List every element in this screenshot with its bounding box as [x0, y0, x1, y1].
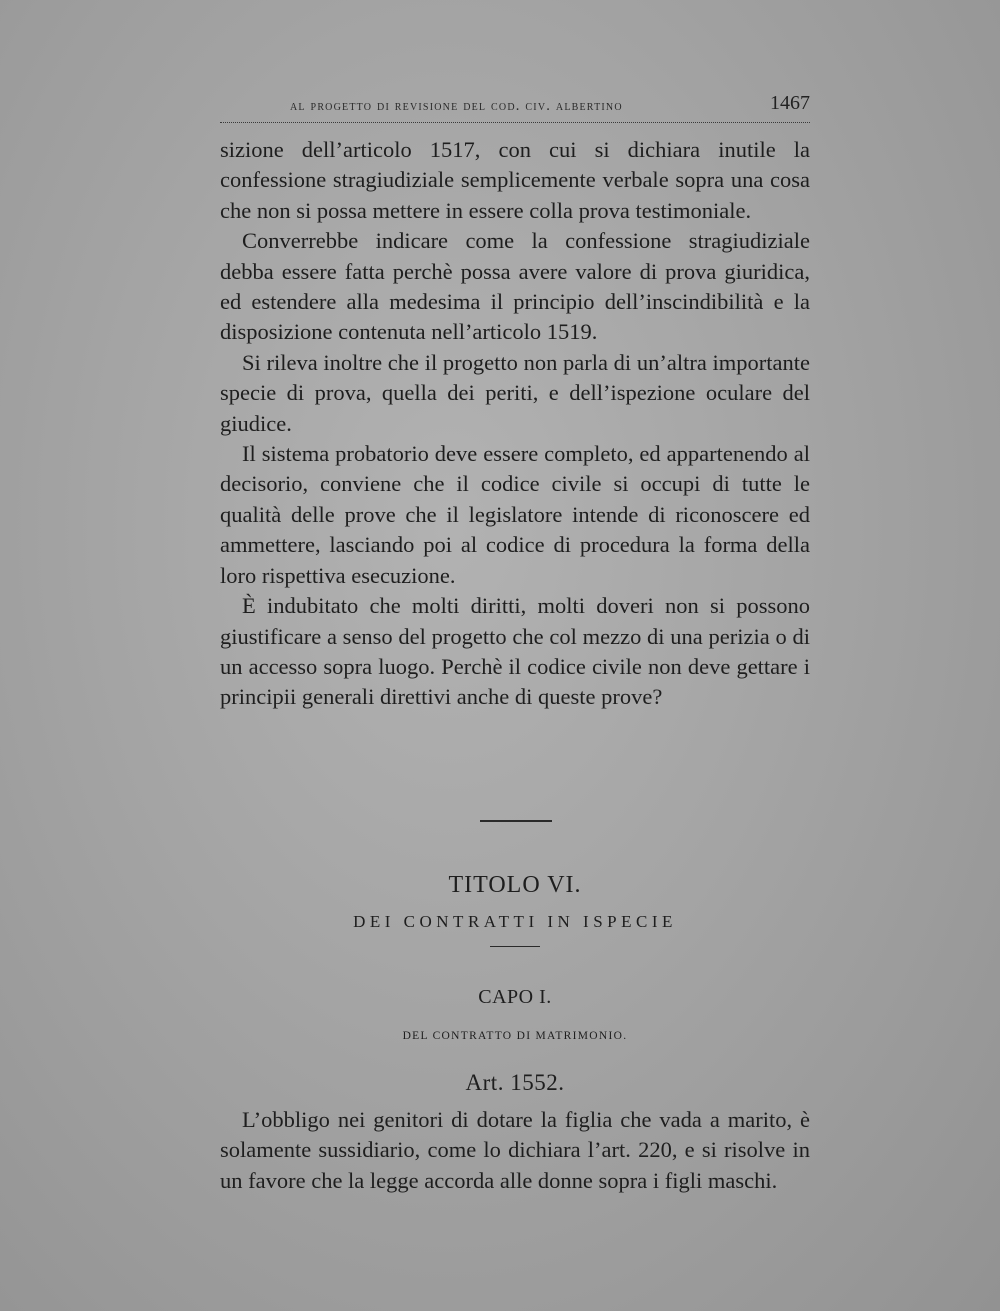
- title-subheading: DEI CONTRATTI IN ISPECIE: [353, 912, 677, 931]
- chapter-subheading: DEL CONTRATTO DI MATRIMONIO.: [402, 1030, 628, 1042]
- article-heading: Art. 1552.: [465, 1070, 565, 1095]
- title-heading: TITOLO VI.: [448, 872, 582, 898]
- section-divider: [480, 820, 552, 822]
- page-number: 1467: [770, 92, 810, 114]
- paragraph: Si rileva inoltre che il progetto non parla di un’altra importante specie di prova, quella dei periti, e dell’ispezione oculare del giudice.: [220, 349, 810, 436]
- paragraph: Converrebbe indicare come la confessione stragiudiziale debba essere fatta perchè possa avere valore di prova giuridica, ed estendere alla medesima il principio dell’inscindibilità e la disposizione contenuta nell’articolo 1519.: [220, 228, 810, 345]
- paragraph: L’obbligo nei genitori di dotare la figlia che vada a marito, è solamente sussidiario, come lo dichiara l’art. 220, e si risolve in un favore che la legge accorda alle donne sopra i figli maschi.: [220, 1107, 810, 1193]
- article-body: [220, 1105, 810, 1196]
- paragraph: Il sistema probatorio deve essere completo, ed appartenendo al decisorio, conviene che il codice civile si occupi di tutte le qualità delle prove che il legislatore intende di riconoscere ed ammettere, lasciando poi al codice di procedura la forma della loro rispettiva esecuzione.: [220, 441, 810, 588]
- running-title: al progetto di revisione del cod. civ. albertino: [290, 98, 623, 114]
- paragraph-continuation: sizione dell’articolo 1517, con cui si dichiara inutile la confessione stragiudiziale semplicemente verbale sopra una cosa che non si possa mettere in essere colla prova testimoniale.: [220, 137, 810, 223]
- chapter-heading: CAPO I.: [478, 986, 552, 1008]
- main-text: [220, 135, 810, 713]
- paragraph: È indubitato che molti diritti, molti doveri non si possono giustificare a senso del progetto che col mezzo di una perizia o di un accesso sopra luogo. Perchè il codice civile non deve gettare i principii generali direttivi anche di queste prove?: [220, 593, 810, 710]
- running-header: [220, 92, 810, 123]
- title-divider: [490, 946, 540, 947]
